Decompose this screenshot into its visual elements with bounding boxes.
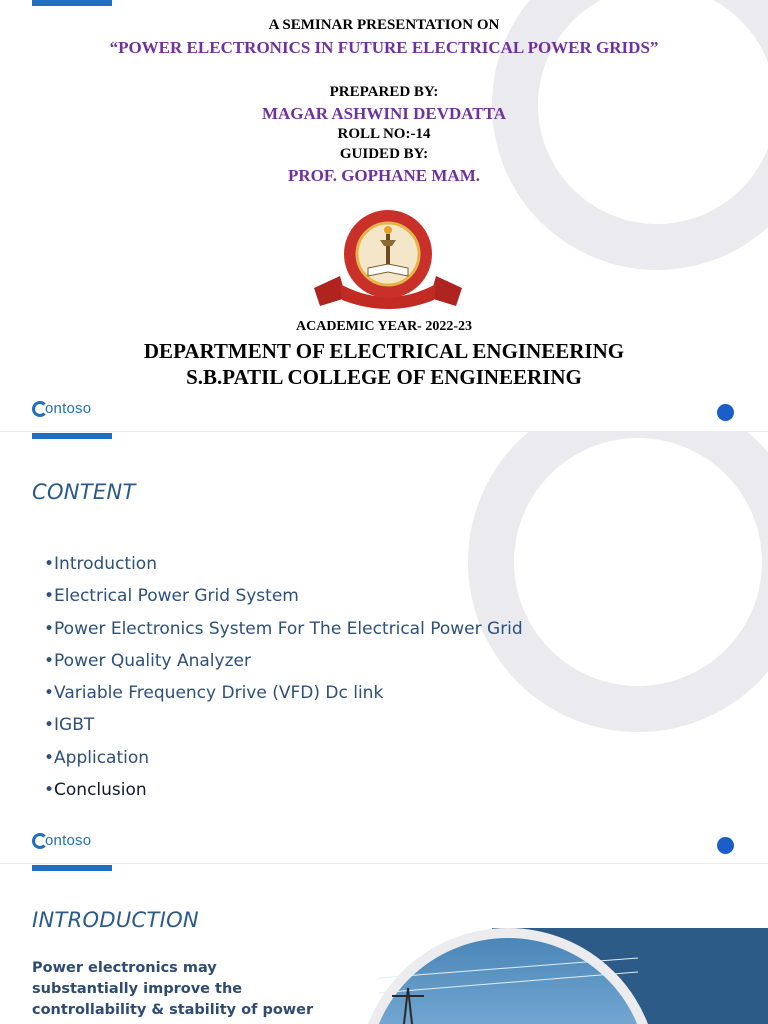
introduction-text: Power electronics may substantially improve the controllability & stability of power (32, 960, 314, 1018)
title-slide (0, 0, 768, 432)
logo-text: ontoso (45, 400, 92, 417)
presentation-intro: A SEMINAR PRESENTATION ON (268, 17, 500, 33)
presentation-title: “POWER ELECTRONICS IN FUTURE ELECTRICAL POWER GRIDS” (109, 38, 659, 57)
dot-icon (717, 404, 734, 421)
department-name: DEPARTMENT OF ELECTRICAL ENGINEERING (143, 339, 625, 363)
academic-year: ACADEMIC YEAR- 2022-23 (295, 319, 473, 334)
accent-bar (32, 865, 112, 871)
college-emblem-icon (310, 206, 466, 316)
guided-by-label: GUIDED BY: (339, 146, 429, 162)
content-slide (0, 432, 768, 864)
power-tower-photo (358, 928, 658, 1024)
dot-icon (717, 837, 734, 854)
college-name: S.B.PATIL COLLEGE OF ENGINEERING (186, 365, 582, 389)
list-item: •Power Electronics System For The Electrical Power Grid (44, 618, 523, 639)
list-item: •Variable Frequency Drive (VFD) Dc link (44, 683, 384, 704)
power-tower-icon (368, 938, 648, 1024)
list-item: •Introduction (44, 554, 157, 574)
introduction-heading: INTRODUCTION (32, 908, 199, 932)
content-heading: CONTENT (32, 480, 136, 504)
list-item: •IGBT (44, 715, 95, 736)
roll-number: ROLL NO:-14 (337, 126, 431, 142)
list-item: •Application (44, 747, 150, 768)
introduction-slide (0, 864, 768, 1024)
contoso-logo (32, 400, 91, 417)
prepared-by-label: PREPARED BY: (329, 84, 439, 100)
list-item: •Conclusion (44, 780, 147, 801)
list-item: •Electrical Power Grid System (44, 586, 299, 607)
list-item: •Power Quality Analyzer (44, 650, 251, 671)
accent-bar (32, 0, 112, 6)
guide-name: PROF. GOPHANE MAM. (287, 166, 481, 185)
accent-bar (32, 433, 112, 439)
content-list (44, 548, 523, 806)
logo-text: ontoso (45, 832, 92, 849)
author-name: MAGAR ASHWINI DEVDATTA (261, 104, 506, 123)
contoso-logo (32, 832, 91, 849)
